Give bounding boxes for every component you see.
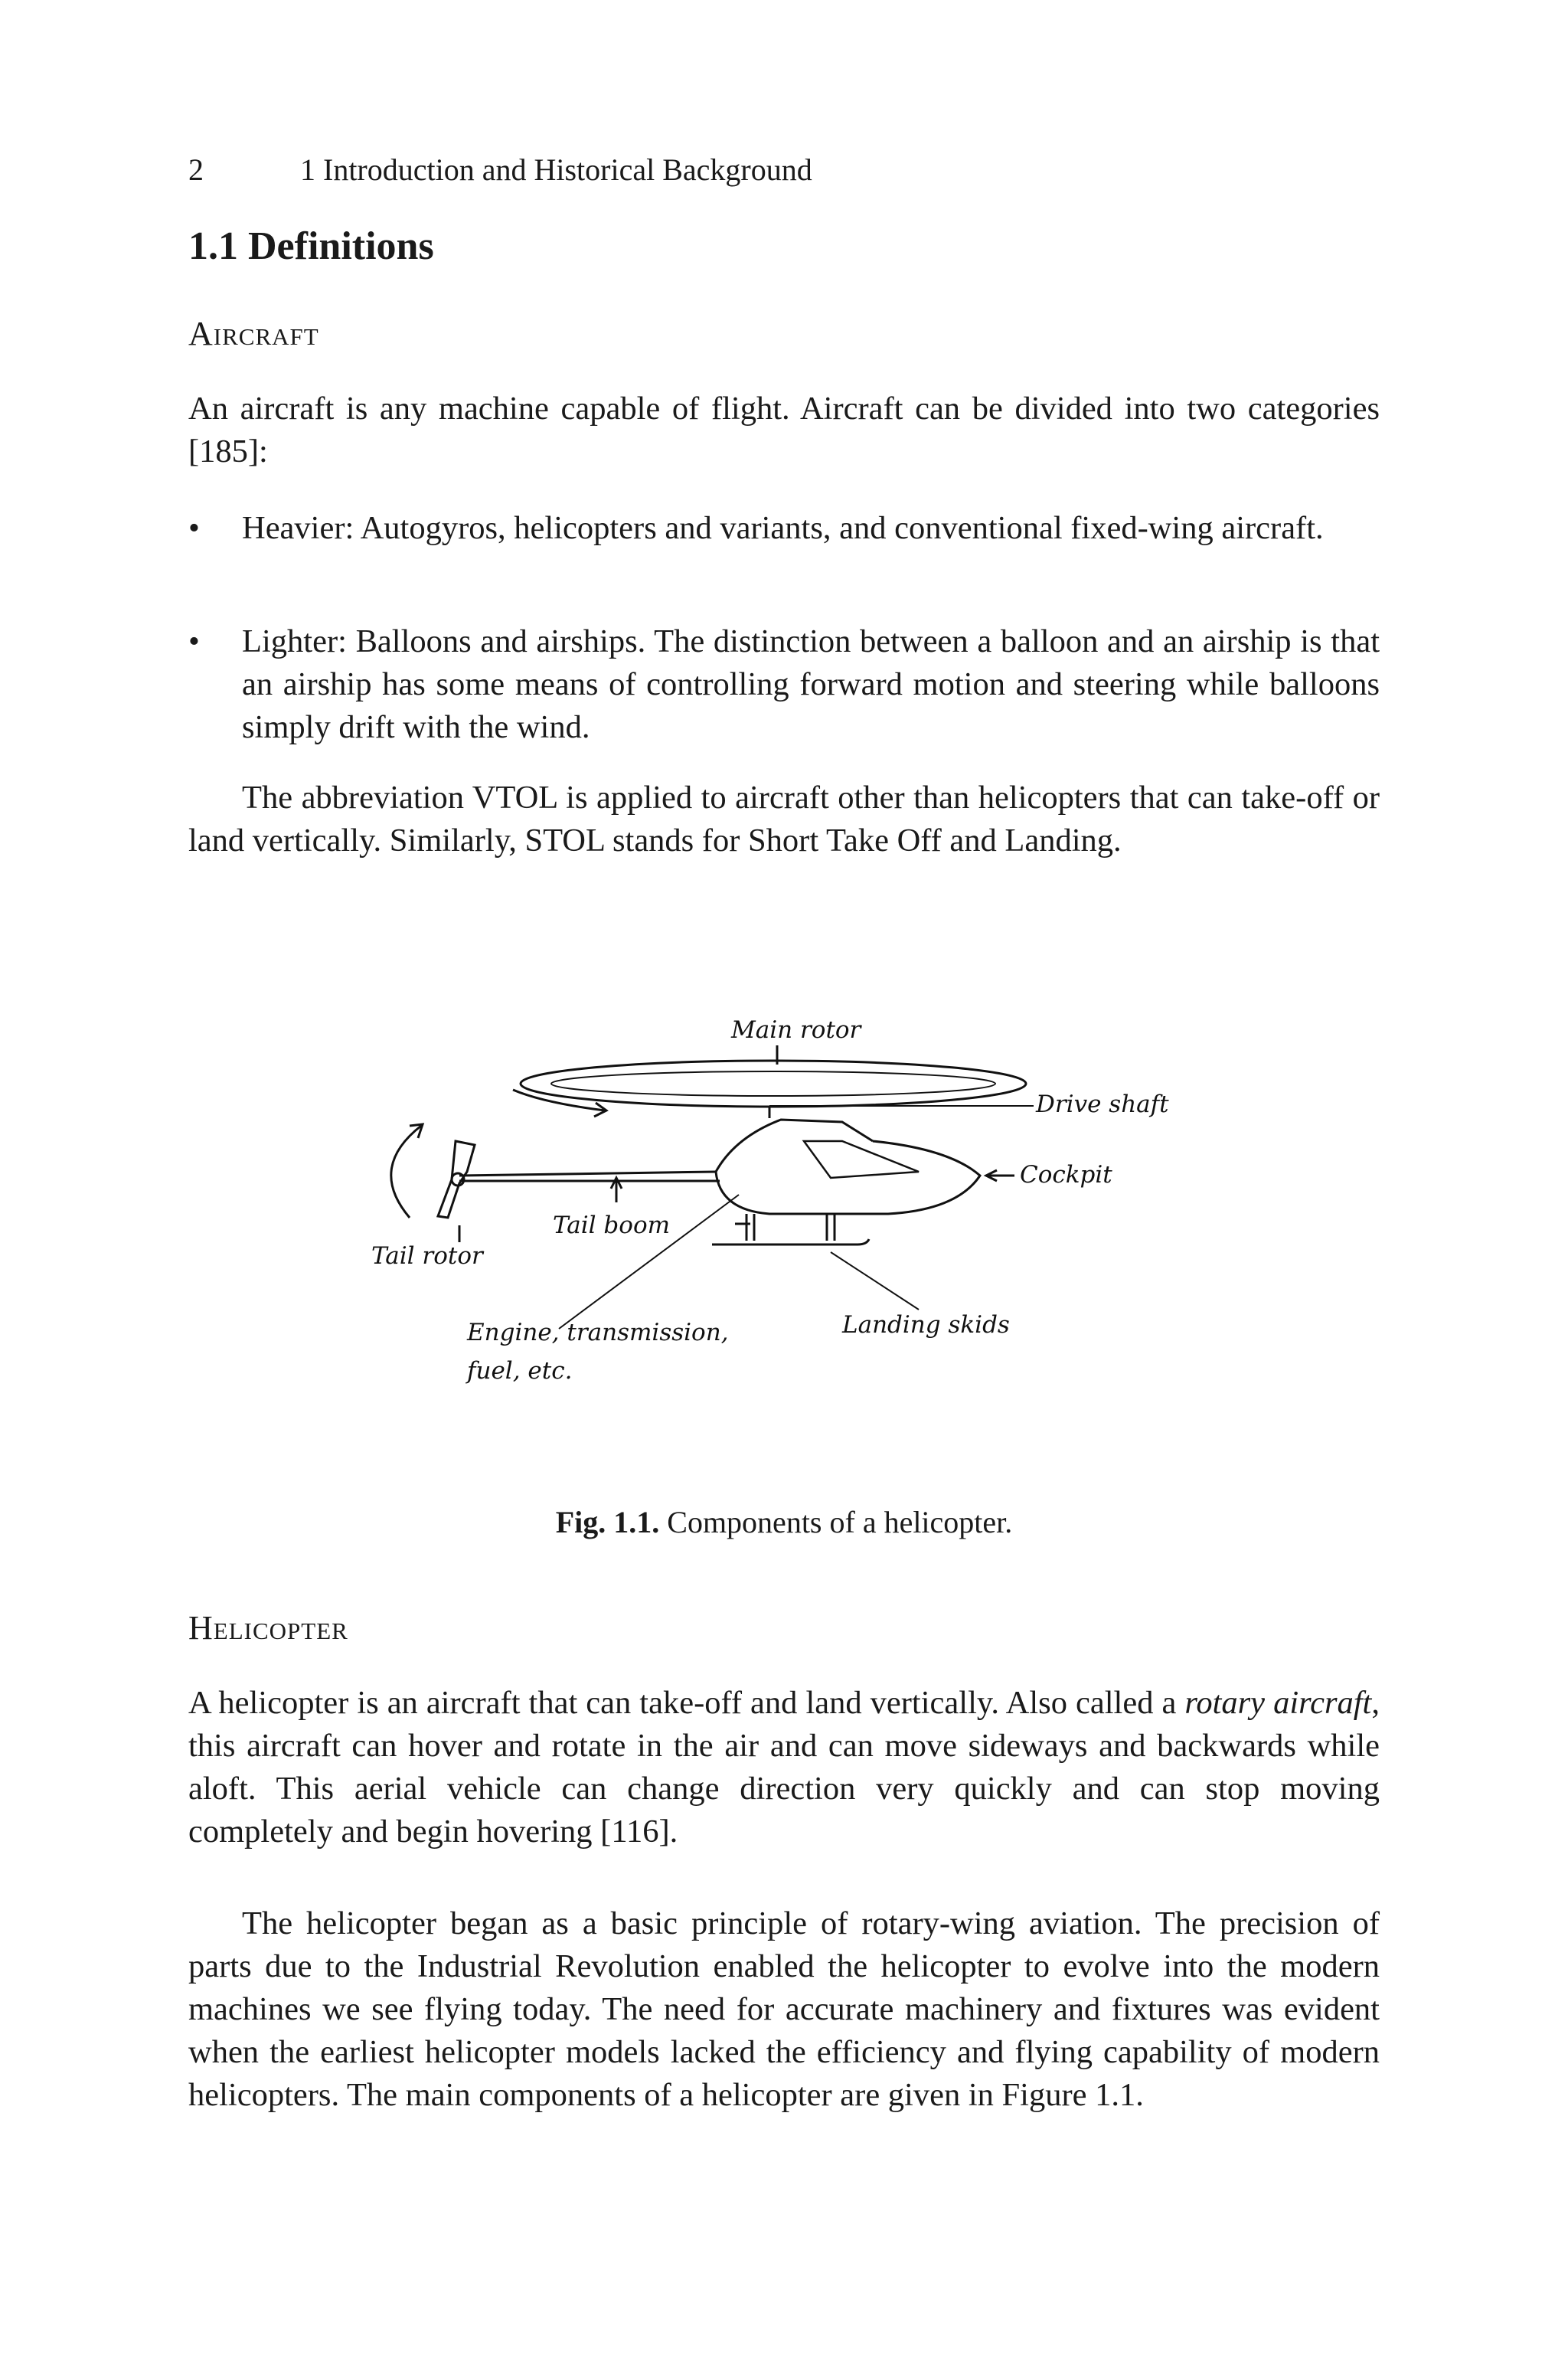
aircraft-heading: Aircraft [188, 315, 319, 352]
bullet-heavier [188, 507, 1380, 593]
vtol-paragraph: The abbreviation VTOL is applied to aircraft other than helicopters that can take-off or land vertically. Similarly, STOL stands for Short Take Off and Landing. [188, 780, 1380, 859]
label-tail-rotor: Tail rotor [371, 1242, 483, 1270]
label-engine-line2: fuel, etc. [467, 1357, 573, 1385]
p1-text-before: A helicopter is an aircraft that can take-off and land vertically. Also called a [188, 1685, 1185, 1721]
caption-text: Components of a helicopter. [667, 1505, 1013, 1539]
engine-cowling [716, 1120, 873, 1172]
label-drive-shaft: Drive shaft [1036, 1091, 1169, 1118]
bullet-lighter [188, 620, 1380, 749]
label-main-rotor: Main rotor [731, 1016, 861, 1044]
aircraft-intro-paragraph: An aircraft is any machine capable of flight. Aircraft can be divided into two categories [185]: [188, 391, 1380, 469]
tail-rotor-fin [438, 1141, 475, 1218]
label-tail-boom: Tail boom [553, 1212, 671, 1239]
main-rotor-inner [551, 1071, 995, 1096]
p1-italic-term: rotary aircraft [1184, 1685, 1372, 1721]
label-engine-line1: Engine, transmission, [467, 1319, 729, 1346]
helicopter-figure [352, 988, 1240, 1417]
bullet-dot: • [188, 623, 200, 659]
section-title: 1.1 Definitions [188, 224, 434, 268]
helicopter-paragraph-2: The helicopter began as a basic principle of rotary-wing aviation. The precision of parts due to the Industrial Revolution enabled the helicopter to evolve into the modern machines we see flying today. The need for accurate machinery and fixtures was evident when the earliest helicopter models lacked the efficiency and flying capability of modern helicopters. The main components of a helicopter are given in Figure 1.1. [188, 1905, 1380, 2113]
caption-label: Fig. 1.1. [555, 1505, 660, 1539]
helicopter-paragraph-1 [188, 1682, 1380, 1853]
helicopter-heading: Helicopter [188, 1609, 348, 1647]
chapter-title: 1 Introduction and Historical Background [300, 152, 812, 187]
page-number: 2 [188, 152, 204, 187]
helicopter-diagram [352, 988, 1240, 1417]
running-head [188, 152, 812, 188]
bullet-lighter-text: Lighter: Balloons and airships. The distinction between a balloon and an airship is that an airship has some means of controlling forward motion and steering while balloons simply drift with the wind. [242, 623, 1380, 745]
tail-rotation-arrow [391, 1126, 421, 1218]
cockpit-window [804, 1141, 919, 1178]
tail-boom-upper [459, 1172, 716, 1176]
bullet-heavier-text: Heavier: Autogyros, helicopters and variants, and conventional fixed-wing aircraft. [242, 510, 1324, 546]
landing-skids-leader [831, 1252, 919, 1310]
figure-caption [0, 1503, 1568, 1542]
label-landing-skids: Landing skids [842, 1311, 1010, 1339]
landing-skid-tip [858, 1239, 869, 1245]
main-rotor-disc [521, 1061, 1026, 1107]
p1-text-after: , this aircraft can hover and rotate in the air and can move sideways and backwards while aloft. This aerial vehicle can change direction very quickly and can stop moving completely and begin hovering [116]. [188, 1685, 1380, 1850]
label-cockpit: Cockpit [1020, 1161, 1112, 1189]
bullet-dot: • [188, 510, 200, 546]
